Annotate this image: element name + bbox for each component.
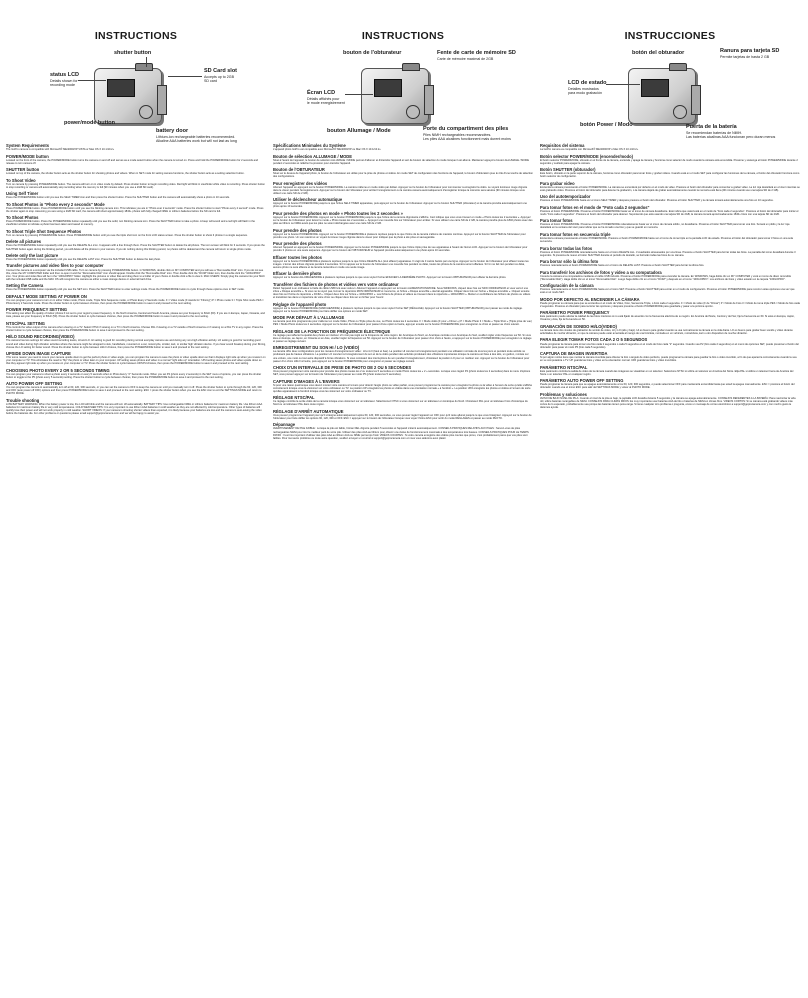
- paragraph-text: Press the POWER/MODE button until you see the SELF TIMER icon and then press the shutter button. Press the SHUTTER button and the camera will automatically shoot a photo in 10 seconds.: [6, 196, 230, 200]
- paragraph-heading: RÉGLAGE DE LA FONCTION DE FRÉQUENCE ÉLECTRIQUE: [273, 328, 391, 334]
- paragraph-heading: CHOOSING PHOTO EVERY 2 OR 5 SECONDS TIMING: [6, 367, 110, 373]
- callout-battery-sub: Piles NiMH rechargeables recommandées. Les piles AAA alcalines fonctionnent mais durent moins: [423, 132, 511, 141]
- instructions-body: [540, 144, 800, 409]
- paragraph-text: Puede programar la cámara para que se apague automáticamente a los 60, 120, 300 segundos, o puede seleccionar OFF para mantenerla encendida hasta que usted la apague manualmente. ESC = presione el botón del obturador cuando vea el ícono ESC para salir del SETTINGS MODE y volver al PHOTO MODE.: [540, 383, 795, 390]
- paragraph-heading: Bouton de sélection ALLUMAGE / MODE: [273, 153, 352, 159]
- instruction-paragraph: [6, 382, 266, 395]
- paragraph-text: Appuyez sur le bouton POWER/MODE. Appuyez sur le bouton POWER/MODE à plusieurs reprises jusqu'à ce que l'icône de la caméra s'allume de manière continue. Appuyez sur le bouton SHUTTER de l'obturateur pour prendre une photo. Un son retentit et un voyant lumineux rouge clignote dans le viseur pour indiquer que la photo a été prise et sauvegardée.: [273, 232, 526, 239]
- instruction-paragraph: [6, 369, 266, 379]
- instructions-body: [273, 144, 533, 440]
- paragraph-heading: DEFAULT MODE SETTING AT POWER ON: [6, 293, 87, 299]
- paragraph-text: Appuyez sur le bouton POWER/MODE à plusieurs reprises jusqu'à ce que l'icône DELETE ALL (tout effacer) apparaisse. Il s'agit de 3 carrés barrés par une ligne. Appuyez sur le bouton de l'obturateur pour effacer toutes les images. L'écran des icônes clignote pendant 3 secondes. Si l'on appuie sur le bouton de l'obturateur une nouvelle fois pendant ce délai, toutes les photos de la caméra seront effacées. Si l'on ne fait rien pendant ce délai, aucune photo ne sera effacée et la caméra reviendra en mode une seule image.: [273, 259, 529, 269]
- paragraph-text: Presione reiteradamente el botón POWER/MODE hasta ver el ícono de DELETE LAST. Presione el botón SHUTTER para borrar la última foto.: [540, 264, 705, 268]
- instruction-paragraph: [540, 168, 800, 178]
- instruction-paragraph: [6, 284, 266, 291]
- callout-power: botón Power / Modo: [580, 122, 633, 128]
- paragraph-text: Situé à l'avant de l'appareil, le bouton de sélection ALLUMAGE / MODE permet d'allumer et d'éteindre l'appareil et sert de bouton de sélection du mode lorsque il est allumé. Maintenez appuyé le bouton ALLUMAGE / MODE pendant 2 secondes et relâchez la pression pour éteindre l'appareil.: [273, 158, 529, 165]
- instruction-paragraph: [6, 254, 266, 261]
- instruction-paragraph: [540, 195, 800, 202]
- paragraph-heading: PARÁMETRO POWER FREQUENCY: [540, 310, 610, 316]
- paragraph-text: Presione el botón POWER/MODE. Presione el botón POWER/MODE hasta ver el ícono de cámara destellante. Esto indica que usted está en el modo de "Foto cada 2 segundos". Presione el botón del obturador para iniciar el modo "Foto cada 2 segundos". Presione el botón del obturador para detener. Suponiendo que está usando una tarjeta SD de 2GB, la cámara tomará aproximadamente 1840+ fotos con una tarjeta SD de 2GB.: [540, 209, 799, 216]
- paragraph-text: The GoPro camera is compatible with Microsoft® ME/2000/XP VISTA or Mac OS X 10.1/10.2+: [6, 148, 115, 152]
- paragraph-heading: Effacer toutes les photos: [273, 254, 322, 260]
- shutter-button-illustration: [402, 63, 420, 71]
- paragraph-text: Conecte la cámara a la computadora mediante el cable USB incluido. Presione el botón POWER/MODE para encender la cámara. En WINDOWS, haga doble clic en MY COMPUTER y verá un ícono de disco removible ("Removable Disk"). Haga doble clic en el ícono "Removable Disk". Luego haga doble clic en el ícono "DCIM" y después en el ícono "100GOPRO". Los archivos de fotos y video estarán en la carpeta "100GOPRO".: [540, 274, 792, 281]
- instruction-paragraph: [6, 264, 266, 280]
- instruction-paragraph: [6, 240, 266, 250]
- camera-illustration: [361, 68, 429, 124]
- instruction-paragraph: [273, 316, 533, 326]
- paragraph-heading: Transfer pictures and video files to your computer: [6, 263, 104, 269]
- paragraph-heading: Problemas y soluciones: [540, 391, 587, 397]
- paragraph-heading: Pour prendre des photos: [273, 227, 322, 233]
- instruction-paragraph: [273, 303, 533, 313]
- paragraph-text: You can program your camera to shoot a photo every 2 seconds or every 5 seconds when in Photo Every "2" Seconds mode. When you set P2 (photo every 2 seconds) in the SET menu of options, you can press the shutter button to toggle to the P5 (photo every 5 seconds) setting. Press the shutter button to cycle between choices, then press the POWER/MODE button to save it and proceed to the next setting.: [6, 372, 262, 379]
- instruction-paragraph: [6, 230, 266, 237]
- paragraph-heading: Réglage de l'appareil photo: [273, 301, 327, 307]
- instruction-paragraph: [6, 192, 266, 199]
- paragraph-heading: PARÁMETRO AUTO POWER OFF SETTING: [540, 378, 624, 384]
- instruction-paragraph: [6, 322, 266, 332]
- paragraph-heading: Delete only the last picture: [6, 252, 59, 258]
- paragraph-heading: Para tomar fotos en el modo de "Foto cada 2 segundos": [540, 204, 650, 210]
- paragraph-text: Si por algún motivo tiene que montar la cámara invertida para obtener la foto o ángulo de video perfecto, puede programar la cámara para guardar la foto o video invertido, a fin de que aparezca correctamente cuando la vea en su computadora o TV. UP guarda las fotos y video en la orientación normal. UPd guarda las fotos y video invertidos.: [540, 356, 797, 363]
- instruction-paragraph: [273, 256, 533, 269]
- callout-power: bouton Allumage / Mode: [327, 128, 391, 134]
- instruction-paragraph: [6, 179, 266, 189]
- callout-status-lcd-sub: Details shown for recording mode: [50, 78, 78, 87]
- instruction-paragraph: [6, 295, 266, 305]
- paragraph-text: Puede programar la cámara para tomar una foto cada 2 segundos o cada 5 segundos en el modo de Foto cada "2" segundos. Cuando vea P2 (foto cada 2 segundos) en el menú de opciones SET, puede presionar el botón del obturador para pasar el modo P5 (foto cada 5 segundos).: [540, 342, 799, 349]
- paragraph-heading: Para tomar fotos en secuencia triple: [540, 231, 611, 237]
- paragraph-text: Press the POWER/MODE button repeatedly until you see the DELETE LAST icon. Press the SHUTTER button to delete the last photo.: [6, 258, 161, 262]
- status-lcd-illustration: [107, 79, 135, 97]
- paragraph-text: Allumez l'appareil en appuyant sur le bouton POWER/MODE. Appuyez sur le bouton POWER/MODE jusqu'à ce que l'icône triple prise de vue apparaisse à l'avant de l'écran LCD. Appuyez sur le bouton de l'obturateur pour prendre 3 photos en une seule séquence. Appuyez sur le bouton de l'OBTURATEUR et l'appareil prendra automatiquement une photo après 10 secondes.: [273, 246, 528, 253]
- status-lcd-illustration: [374, 79, 402, 97]
- paragraph-text: LOW BATTERY WARNING: When the battery power is low, the LCD will blink and the camera will turn off automatically. BATTERY TIPS: Use rechargeable NiMH or Lithium batteries for maximum battery life. Use lithium AAA batteries for maximum battery life in very cold temperatures. COLD WEATHER TIPS: It is very important to use lithium AAA batteries in cold weather as they are not affected by cold temperature. Other types of batteries will quickly lose their power and will not work properly in cold weather. SHORT VIDEOS: If your camera is shooting shorter videos than expected, it is likely because your batteries are low and the camera is auto-saving the video before the batteries die. For other problems or questions please email support@goprocamera.com and we will be happy to assist you.: [6, 402, 263, 416]
- instruction-paragraph: [540, 379, 800, 389]
- instruction-paragraph: [273, 330, 533, 343]
- shutter-button-illustration: [135, 63, 153, 71]
- paragraph-text: Turn on camera by pressing POWER/MODE button. Press POWER/MODE button until you see the triple shot icon on the front LCD status screen. Press the shutter button to shoot 3 photos in a single sequence.: [6, 233, 248, 237]
- paragraph-heading: HI/LO SOUND RECORDING(VIDEO): [6, 334, 75, 340]
- callout-status-lcd: [307, 90, 345, 106]
- paragraph-heading: UPSIDE DOWN IMAGE CAPTURE: [6, 351, 71, 357]
- paragraph-text: Presione el botón POWER/MODE reiteradamente hasta ver el ícono DELETE ALL. 3 cuadrados atravesados por una línea. Presione el botón SHUTTER para borrar todas las fotos. La pantalla del ícono destellará durante 3 segundos. Si presiona de nuevo el botón SHUTTER durante el periodo de destello, se borrarán todas las fotos de su cámara.: [540, 250, 796, 257]
- paragraph-text: Appuyez sur le bouton POWER/MODE jusqu'à ce que l'icône SELF TIMER apparaisse, puis appuyez sur le bouton de l'obturateur. Appuyez sur le bouton SHUTTER (obturateur) et la caméra prendra automatiquement une photo après 10 secondes.: [273, 202, 527, 209]
- callout-battery: [423, 126, 511, 142]
- paragraph-text: L'appareil photo GoPro est compatible avec Microsoft® ME/2000/XP ou Mac OS X 10.1/10.2+: [273, 148, 381, 152]
- paragraph-heading: RÉGLAGE NTSC/PAL: [273, 395, 315, 401]
- paragraph-heading: PARA ELEGIR TOMAR FOTOS CADA 2 O 5 SEGUNDOS: [540, 337, 648, 343]
- paragraph-heading: Para borrar todas las fotos: [540, 245, 593, 251]
- callout-status-lcd: [568, 80, 607, 96]
- paragraph-text: If for some reason you need to mount your camera upside down to get the perfect photo or video angle, you can program the camera to save the photo or video upside down so that it displays right side up when you review it on your computer or TV. This eliminates the need to "flip" the photo or video later on your computer. UP setting saves photos and video in a normal "right side up" orientation. UPd setting saves photos and video upside down so that they appear right side up when you review on your computer or TV. Press the shutter button to cycle between UP/UPd choices, then press the POWER/MODE button to save it and proceed to the next setting.: [6, 356, 266, 366]
- instruction-paragraph: [273, 198, 533, 208]
- callout-sd-slot-label: SD Card slot: [204, 68, 238, 74]
- leader-line: [168, 76, 202, 77]
- paragraph-text: Vous pouvez programmer l'appareil pour qu'il s'éteigne automatiquement après 60, 120, 300 secondes, ou vous pouvez régler l'appareil sur OFF pour qu'il reste allumé jusqu'à ce que vous l'éteigniez. Appuyez sur le bouton de l'obturateur pour faire défiler les options 60, 120, 300 et OFF. ESC = appuyez sur le bouton de l'obturateur lorsque vous voyez l'icône ESC pour sortir du mode RÉGLAGES et passer au mode PHOTO.: [273, 413, 532, 420]
- column-title: INSTRUCCIONES: [624, 30, 716, 42]
- instruction-paragraph: [540, 352, 800, 362]
- instructions-body: [6, 144, 266, 415]
- paragraph-heading: CHOIX D'UN INTERVALLE DE PRISE DE PHOTO DE 2 OU 5 SECONDES: [273, 365, 412, 371]
- paragraph-heading: MODE PAR DÉFAUT À L'ALLUMAGE: [273, 315, 345, 321]
- paragraph-heading: Spécifications Minimales du Système: [273, 143, 346, 148]
- paragraph-text: La caméra peut être programmée pour s'allumer en mode Vidéo, Photo ou Triple prise de vue, ou Photo toutes les 2 secondes. F = Mode vidéo (F pour « Filmer ») P = Mode Photo 3 = Mode « Triple Shot » (Triple prise de vue) PES = Mode Photo toutes les 2 secondes. Appuyez sur le bouton de l'obturateur pour passer d'une option à l'autre, appuyer ensuite sur le bouton POWER/MODE pour enregistrer ce choix et passer au choix suivant.: [273, 320, 532, 327]
- paragraph-text: You can program the camera to automatically turn off at 60, 120, 300 seconds, or you can set the camera to OFF to keep the camera on until you manually turn it off. Press the shutter button to cycle through the 60, 120, 300 and OFF (auto power off OFF) options and then press POWER/MODE button to save it and proceed to the next setting. ESC = press the shutter button when you see the ESC icon to exit the SETTINGS MODE and return to PHOTO MODE.: [6, 386, 262, 396]
- paragraph-text: Presione el botón POWER/MODE hasta ver el ícono SELF TIMER y después presione el botón del obturador. Presione el botón SHUTTER y la cámara tomará automáticamente una foto en 10 segundos.: [540, 199, 774, 203]
- column-english: [6, 0, 266, 998]
- instruction-paragraph: [540, 233, 800, 243]
- paragraph-heading: Requisitos del sistema: [540, 143, 585, 148]
- camera-illustration: [628, 68, 696, 124]
- paragraph-text: Press POWER/MODE button. Press POWER/MODE button until you see the blinking camera icon. This indicates you are in "Photo ever 2 seconds" mode. Press the shutter button to start "Photo every 2 second" mode. Press the shutter again to stop. Assuming you are using a 2GB SD card, the camera will shoot approximately 1840+ photos with fully charged NiMH or Lithium batteries before the SD card is full.: [6, 206, 264, 213]
- leader-line: [78, 80, 106, 81]
- paragraph-heading: SHUTTER button: [6, 167, 40, 173]
- paragraph-heading: RÉGLAGE D'ARRÊT AUTOMATIQUE: [273, 408, 344, 414]
- paragraph-text: AVERTISSEMENT DE PILE FAIBLE : Lorsque la pile est faible, l'écran DEL clignote pendant 5 secondes et l'appareil s'éteint automatiquement. CONSEILS PRATIQUES RELATIFS AUX PILES : Servez-vous de piles rechargeables NiMH pour tirer le meilleur parti de votre pile. Utilisez des piles AAA au lithium pour obtenir une durée de fonctionnement maximale à des températures très basses. CONSEILS PRATIQUES POUR LE TEMPS FROID : Il est très important d'utiliser des piles AAA au lithium AAA ou NiMH par temps froid. VIDÉOS COURTES : Si votre caméra enregistre des vidéos plus courtes que prévu, c'est probablement parce que vos piles sont faibles. Pour tout autre problème ou toute autre question, veuillez envoyer un courriel à support@goprocamera.com et nous vous aiderons avec plaisir.: [273, 427, 529, 440]
- paragraph-heading: Pour enregistrer des vidéos: [273, 180, 328, 186]
- callout-status-lcd: [50, 72, 79, 88]
- paragraph-heading: CAPTURE D'IMAGES À L'ENVERS: [273, 378, 340, 384]
- sd-slot-illustration: [691, 85, 701, 115]
- paragraph-text: You can program your camera to turn on in either Video mode, Photo mode, Triple Shot Sequence mode, or Photo Every 2 Seconds mode. F = Video mode (F stands for "Filming") P = Photo mode 3 = Triple Shot mode PES = Photo Every 2 Seconds mode. Press the shutter button to cycle between choices, then press the POWER/MODE button to save it and proceed to the next setting.: [6, 298, 264, 305]
- paragraph-heading: System Requirements: [6, 143, 50, 148]
- instruction-paragraph: [540, 271, 800, 281]
- instruction-paragraph: [540, 366, 800, 376]
- instruction-paragraph: [540, 247, 800, 257]
- paragraph-heading: Trouble shooting: [6, 397, 40, 403]
- callout-battery-label: Porte du compartiment des piles: [423, 126, 509, 132]
- paragraph-heading: Bouton de l'OBTURATEUR: [273, 167, 325, 173]
- instruction-paragraph: [540, 325, 800, 335]
- paragraph-heading: Effacer la dernière photo: [273, 271, 322, 277]
- instruction-paragraph: [273, 410, 533, 420]
- power-button-illustration: [139, 105, 153, 119]
- paragraph-heading: PARÁMETRO NTSC/PAL: [540, 364, 588, 370]
- instruction-paragraph: [273, 396, 533, 406]
- paragraph-text: Ce réglage peut affecter la qualité des photos en intérieur s'il n'est pas réglé sur la fréquence de votre région. En Amérique du Nord, en Amérique centrale et en Amérique du Sud, veuillez régler votre fréquence sur 60. Si vous êtes en Europe, au Japon, en Océanie et en Asie, veuillez régler la fréquence sur 50. Appuyez sur le bouton de l'obturateur pour passer d'un choix à l'autre, et appuyez sur le bouton POWER/MODE pour enregistrer ce réglage et passer au réglage suivant.: [273, 333, 532, 343]
- power-button-illustration: [673, 105, 687, 119]
- instruction-paragraph: [540, 182, 800, 192]
- paragraph-text: Appuyez sur le bouton ALLUMAGE/MODE à plusieurs reprises jusqu'à ce que vous voyiez l'icône EFFACER LA DERNIÈRE PHOTO. Appuyez sur le bouton OBTURATEUR pour effacer la dernière photo.: [273, 276, 507, 280]
- paragraph-text: Allumez l'appareil en appuyant sur le bouton POWER/MODE. La caméra s'allume en mode vidéo par défaut. Appuyez sur le bouton de l'obturateur pour commencer à enregistrer la vidéo. Le voyant lumineux rouge clignote dans le viseur pendant l'enregistrement. Appuyez sur le bouton de l'obturateur pour arrêter l'enregistrement ou la caméra cessera automatiquement d'enregistrer lorsque la mémoire sera saturée (90 minutes lorsque vous utilisez une carte SD de 2 GB).: [273, 185, 528, 195]
- paragraph-text: Located on the front of the camera, the POWER/MODE button turns the camera on and off and serves as a mode select button when the camera is turned on. Press and hold the POWER/MODE button for 2 seconds and release to turn camera off.: [6, 158, 258, 165]
- paragraph-text: Si pour une raison quelconque vous devez monter votre caméra à l'envers pour obtenir l'angle photo ou vidéo parfait, vous pouvez programmer la caméra pour enregistrer la photo ou la vidéo à l'envers de sorte qu'elle s'affiche correctement lorsque vous la visionnez sur votre ordinateur ou TV. La position UP enregistre les photos et vidéos dans une orientation normale « à l'endroit ». La position UPd enregistre les photos et vidéos à l'envers de sorte qu'elles apparaissent à l'endroit lorsque vous les visionnez sur votre ordinateur ou TV.: [273, 383, 533, 393]
- sd-slot-illustration: [424, 85, 434, 115]
- callout-status-lcd-label: status LCD: [50, 72, 80, 78]
- paragraph-heading: GRABACIÓN DE SONIDO HI/LO(VIDEO): [540, 323, 617, 329]
- callout-battery: [156, 128, 237, 144]
- callout-sd-slot: [437, 50, 516, 61]
- camera-diagram: [6, 44, 266, 144]
- paragraph-text: The camera has two settings for video sound recording levels, HI and LO. HI setting is good for recording during normal everyday camera use and during any non-high vibration activity. LO setting is good for recording good sound and video during high vibration activities where the camera might be strapped to skis, handlebars, mounted on a car, motorcycle, stroller, kart, or similar high vibration device. If you hear sound breakup during your filming, choose the LO setting for better sound. Press the shutter button to cycle between HI/LO choices, then press the POWER/MODE button to save it and proceed to the next setting.: [6, 339, 266, 349]
- instruction-paragraph: [273, 346, 533, 362]
- instruction-paragraph: [6, 308, 266, 318]
- callout-power: power/mode button: [64, 120, 116, 126]
- paragraph-heading: Uso del autotemporizador: [540, 194, 591, 200]
- sd-slot-illustration: [157, 85, 167, 115]
- instruction-paragraph: [6, 203, 266, 213]
- paragraph-text: This controls the video output of the camera when viewing on a TV. Select NTSC if viewing on a TV in North America. Choose PAL if viewing on a TV outside of North America or if viewing on a PAL TV in any region. Press the shutter button to cycle between choices, then press the POWER/MODE button to save it and proceed to the next setting.: [6, 325, 264, 332]
- instruction-paragraph: [540, 206, 800, 216]
- paragraph-text: Vous pouvez programmer votre caméra pour prendre des photos toutes les 2 ou toutes les 5 secondes en mode Photo toutes les « 2 » secondes. Lorsque vous réglez P2 (photo toutes les 2 secondes) dans le menu d'options SET, vous pouvez appuyer sur le bouton de l'obturateur pour passer au mode P5 (photo toutes les 5 secondes).: [273, 370, 531, 377]
- paragraph-text: Press POWER/MODE button. Press the POWER/MODE button repeatedly until you see the solid, non blinking camera icon. Press the SHUTTER button to take a photo. A beep will sound and a red light will flash in the viewfinder window to indicate a photo has been taken and saved to memory.: [6, 220, 255, 227]
- power-button-illustration: [406, 105, 420, 119]
- paragraph-heading: Setting the Camera: [6, 283, 44, 289]
- status-lcd-illustration: [641, 79, 669, 97]
- paragraph-heading: Delete all pictures: [6, 239, 42, 245]
- paragraph-heading: Para borrar sólo la última foto: [540, 259, 599, 265]
- instruction-paragraph: [540, 338, 800, 348]
- paragraph-text: La caméra offre deux configurations pour les niveaux d'enregistrement vidéo : HI et LO (haut et bas). La position HI convient à l'enregistrement pendant une utilisation normale de tous les jours et pendant toute activité ne produisant pas de hautes vibrations. La position LO convient à l'enregistrement du son et de la vidéo pendant des activités produisant des vibrations importantes lorsque la caméra est fixée à des skis, un guidon, montée sur une voiture, une moto ou tout autre dispositif à fortes vibrations. Si vous constatez des interruptions de son pendant l'enregistrement, choisissez la position LO pour un meilleur son. Appuyez sur le bouton de l'obturateur pour passer d'un choix HI/LO à l'autre, puis appuyez sur le bouton POWER/MODE pour enregistrer et passer au réglage suivant.: [273, 350, 530, 363]
- leader-line: [146, 57, 148, 67]
- paragraph-heading: Dépannage: [273, 422, 296, 428]
- callout-shutter: bouton de l'obturateur: [343, 50, 402, 56]
- instruction-paragraph: [540, 284, 800, 294]
- instruction-paragraph: [273, 272, 533, 279]
- instruction-paragraph: [273, 242, 533, 252]
- callout-sd-slot-sub: Accepts up to 2GB SD card: [204, 74, 234, 83]
- camera-diagram: [540, 44, 800, 144]
- paragraph-text: AVISO DE BAJO NIVEL DE PILA: Cuando el nivel de la pila es bajo, la pantalla LCD destella durante 5 segundos y la cámara se apaga automáticamente. CONSEJOS REFERENTES A LA BATERÍA: Para maximizar la vida útil, utilice baterías recargables de NiMH. CONSEJOS PARA CLIMAS FRÍOS: Es muy importante usar baterías AAA de litio o baterías de NiMH en climas fríos. VIDEOS CORTOS: Si su cámara está grabando videos más cortos de lo esperado, probablemente sea porque las baterías tienen poca carga. Si tiene cualquier otro problema o pregunta, envíe un mensaje de correo electrónico a support@goprocamera.com y con mucho gusto le daremos ayuda.: [540, 396, 796, 410]
- camera-illustration: [94, 68, 162, 124]
- shutter-button-illustration: [669, 63, 687, 71]
- paragraph-heading: Para grabar video: [540, 180, 575, 186]
- callout-battery-sub: Se recomiendan baterías de NiMH. Las baterías alcalinas AAA funcionan pero duran menos: [686, 130, 776, 139]
- paragraph-text: Este botón, ubicado en la parte superior de la cámara, funciona como obturador para tomar fotos y grabar videos. Cuando está en el modo SET para configurar las funciones de la cámara, el botón del obturador funciona como botón selector de configuración.: [540, 172, 800, 179]
- paragraph-heading: To Shoot Video: [6, 177, 36, 183]
- instruction-paragraph: [540, 219, 800, 229]
- paragraph-heading: Para transferir los archivos de fotos y video a su computadora: [540, 269, 662, 275]
- paragraph-text: Located on top of the camera, the shutter button acts as the shutter button for shooting photos and videos. When in SET mode for setting camera functions, the shutter button acts as a setting selection button.: [6, 172, 245, 176]
- paragraph-text: Reliez l'appareil à un ordinateur à l'aide du câble USB livré avec celui-ci. Allumez l'appareil en appuyant sur le bouton ALIMENTATION/MODE. Sous WINDOWS, cliquez deux fois sur MON ORDINATEUR et vous verrez une icône « Disque amovible ». Si vous ne la voyez pas, fermez le répertoire MON ORDINATEUR et rouvrez-le, et l'icône « Disque amovible » devrait apparaître. Cliquez deux fois sur l'icône « Disque amovible ». Cliquez ensuite deux fois sur l'icône du répertoire « DCIM ». Cliquez deux fois sur l'icône « 100GOPRO ». Les fichiers de photos et vidéos se trouvent dans le répertoire « 100GOPRO ». Mettez en surbrillance les fichiers de photos ou vidéos et transférez-les dans un répertoire de votre choix ou cliquez deux fois sur un fichier pour l'ouvrir.: [273, 286, 531, 300]
- instruction-paragraph: [540, 298, 800, 308]
- paragraph-text: Ce réglage contrôle la sortie vidéo de la caméra lorsque vous visionnez sur un téléviseur. Sélectionnez NTSC si vous visionnez sur un téléviseur en Amérique du Nord. Choisissez PAL pour un téléviseur hors d'Amérique du Nord ou un téléviseur PAL dans toute région.: [273, 400, 528, 407]
- paragraph-text: Este parámetro puede afectar la calidad de las fotos interiores si no está fijado de acuerdo con la frecuencia eléctrica de su región. En América del Norte, Central y del Sur, fije la frecuencia en 60. Si está en Europa, Japón, Oceanía y Asia, fije la frecuencia en 50.: [540, 315, 795, 322]
- instruction-paragraph: [273, 144, 533, 151]
- paragraph-heading: AUTO POWER OFF SETTING: [6, 381, 63, 387]
- paragraph-text: Puede programar su cámara para que se encienda en el modo de Video, Foto, Secuencia Triple, o Foto cada 2 segundos. F = Modo de video (F de "Filmar") P = Modo de Foto 3 = Modo de toma triple PES = Modo de foto cada 2 segundos. Presione el obturador para recorrer las opciones y después presione el botón POWER/MODE para guardarla y pasar a la próxima opción.: [540, 301, 800, 308]
- paragraph-heading: Botón selector POWER/MODE (encender/modo): [540, 153, 634, 159]
- paragraph-heading: Configuración de la cámara: [540, 283, 594, 289]
- callout-sd-slot: [204, 68, 237, 84]
- callout-battery-label: Puerta de la batería: [686, 124, 737, 130]
- callout-sd-slot-sub: Permite tarjetas de hasta 2 GB: [720, 54, 770, 59]
- instruction-paragraph: [273, 423, 533, 439]
- paragraph-heading: NTSC/PAL SETTING: [6, 320, 45, 326]
- instruction-paragraph: [6, 352, 266, 365]
- paragraph-text: La GoPro camera es compatible con Microsoft® ME/2000/XP o Mac OS X 10.1/10.2+: [540, 148, 639, 152]
- callout-battery: [686, 124, 775, 140]
- paragraph-heading: To Shoot Photos: [6, 215, 39, 221]
- instruction-paragraph: [6, 399, 266, 415]
- instruction-paragraph: [6, 155, 266, 165]
- callout-battery-label: battery door: [156, 128, 189, 134]
- paragraph-heading: Pour prendre des photos: [273, 241, 322, 247]
- instruction-paragraph: [6, 168, 266, 175]
- paragraph-text: Este parámetro controla la salida de video de la cámara cuando las imágenes se visualizan en un televisor. Seleccione NTSC si utiliza un televisor en América del Norte. Elija PAL si utiliza un televisor fuera de América del Norte o un televisor PAL en cualquier región.: [540, 369, 794, 376]
- paragraph-heading: Botón SHUTTER (obturador): [540, 167, 596, 173]
- paragraph-text: Appuyez sur le bouton POWER/MODE (MARCHE/MODE) à plusieurs reprises jusqu'à ce que vous voyiez l'icône SET (RÉGLAGE). Appuyez sur le bouton SHUTTER (OBTURATEUR) pour passer au mode de réglage. Appuyez sur le bouton POWER/MODE pour faire défiler ces options en mode SET.: [273, 306, 523, 313]
- paragraph-heading: MODO POR DEFECTO AL ENCENDER LA CÁMARA: [540, 296, 640, 302]
- paragraph-text: Encienda la cámara presionando el botón POWER/MODE. Presione el botón POWER/MODE hasta ver el ícono de toma triple en la pantalla LCD de estado. Presione el botón del obturador para tomar 3 fotos en una sola secuencia.: [540, 236, 793, 244]
- paragraph-text: Situé sur le dessus de l'appareil photo, le bouton de l'obturateur est utilisé pour la prise de photos et vidéos. En mode SET de configuration des fonctions de l'appareil, le bouton d'obturation joue le rôle d'une touche de sélection des configurations.: [273, 172, 533, 179]
- instruction-paragraph: [273, 155, 533, 165]
- leader-line: [345, 94, 373, 95]
- paragraph-heading: ENREGISTREMENT DU SON HI / LO (VIDÉO): [273, 345, 360, 351]
- instruction-paragraph: [540, 393, 800, 409]
- paragraph-text: Connect the camera to a computer via the included USB cable. Turn on camera by pressing POWER/MODE button. In WINDOWS, double click on MY COMPUTER and you will see a "Removable Disk" icon. If you do not see this, close the MY COMPUTER folder and then re-open it and the "Removable Disk" icon should appear. Double click the "Removable Disk" icon. Then double click the "DCIM" folder icon, then double click the "100GOPRO" icon. Your photo and video files will be in the "100GOPRO" folder. Highlight the pictures or video files and drag them to a folder of your choice or double click a file to view it. MAC USERS: Simply plug the camera into your MAC with the included USB cable and the MAC OS will recognize the camera as either a mass storage device or external hard drive.: [6, 268, 265, 281]
- instruction-paragraph: [540, 144, 800, 151]
- paragraph-heading: Using Self Timer: [6, 191, 39, 197]
- paragraph-heading: To Shoot Triple Shot Sequence Photos: [6, 228, 82, 234]
- callout-status-lcd-label: LCD de estado: [568, 80, 607, 86]
- column-spanish: [540, 0, 800, 998]
- paragraph-heading: POWER/MODE button: [6, 153, 49, 159]
- instruction-paragraph: [273, 283, 533, 299]
- paragraph-text: El botón selector POWER/MODE, ubicado en el frente de la cámara, enciende y apaga la cámara y funciona como selector de modo cuando la cámara está encendida. Presione y sostenga el botón POWER/MODE durante 2 segundos y suéltelo para apagar la cámara.: [540, 158, 798, 165]
- instruction-paragraph: [273, 229, 533, 239]
- paragraph-heading: POWER FREQUENCY SETTING: [6, 307, 68, 313]
- paragraph-heading: Utiliser le déclencheur automatique: [273, 197, 343, 203]
- column-title: INSTRUCTIONS: [94, 30, 178, 42]
- instruction-paragraph: [540, 260, 800, 267]
- callout-battery-sub: Lithium-ion rechargeable batteries recommended. Alkaline AAA batteries work but will not last as long: [156, 134, 237, 143]
- callout-sd-slot: [720, 48, 779, 59]
- column-french: [273, 0, 533, 998]
- paragraph-text: Press the POWER/MODE button repeatedly until you see the DELETE ALL icon. It appears with a line through them. Press the SHUTTER button to delete the all photos. The icon screen will blink for 3 seconds. If you press the SHUTTER button again during the blinking period, you will delete all the photos in your camera. If you do nothing during this blinking period, no photos will be deleted and the camera will return to single photo mode.: [6, 244, 265, 251]
- instruction-paragraph: [540, 155, 800, 165]
- paragraph-heading: To Shoot Photos in "Photo every 2 seconds" Mode: [6, 201, 105, 207]
- instruction-paragraph: [273, 168, 533, 178]
- camera-diagram: [273, 44, 533, 144]
- callout-shutter: shutter button: [114, 50, 152, 56]
- instruction-paragraph: [273, 212, 533, 225]
- callout-sd-slot-sub: Carte de mémoire maximal de 2GB: [437, 56, 494, 61]
- instruction-paragraph: [273, 366, 533, 376]
- paragraph-heading: Para tomar fotos: [540, 218, 573, 224]
- paragraph-heading: Pour prendre des photos en mode « Photo toutes les 2 secondes »: [273, 210, 403, 216]
- instruction-paragraph: [6, 216, 266, 226]
- instruction-paragraph: [540, 311, 800, 321]
- paragraph-text: Presione reiteradamente el botón POWER/MODE hasta ver el ícono SET. Presione el botón SHUTTER para entrar en el modo de configuración. Presione el botón POWER/MODE para recorrer estas opciones una vez que esté en el modo SET.: [540, 288, 795, 295]
- paragraph-heading: CAPTURA DE IMAGEN INVERTIDA: [540, 351, 608, 357]
- paragraph-text: Presione el botón POWER/MODE. Presione el botón POWER/MODE reiteradamente hasta ver el ícono de cámara sólido, no destellante. Presione el botón SHUTTER para tomar una foto. Sonará un pitido y la luz roja destellará en la ventana del visor para indicar que se ha tomado una foto y que se guardó en memoria.: [540, 223, 790, 230]
- callout-shutter: botón del obturador: [632, 50, 685, 56]
- instruction-paragraph: [273, 380, 533, 393]
- paragraph-text: Encienda la cámara presionando el botón POWER/MODE. La cámara se encenderá por defecto en el modo de video. Presione el botón del obturador para comenzar a grabar video. La luz roja destellará en el visor mientras se esté grabando video. Presione el botón del obturador para detener la grabación, o la cámara dejará de grabar automáticamente cuando la memoria esté llena (90 minutos cuando use una tarjeta SD de 2 GB).: [540, 185, 800, 192]
- callout-status-lcd-sub: Détails affichés pour le mode enregistrement: [307, 96, 345, 105]
- paragraph-text: Press the POWER/MODE button repeatedly until you see the SET icon. Press the SHUTTER button to enter settings mode. Press the POWER/MODE button to cycle through these options once in SET mode.: [6, 288, 245, 292]
- paragraph-heading: Transférer des fichiers de photos et vidéos vers votre ordinateur: [273, 281, 399, 287]
- instruction-paragraph: [6, 335, 266, 348]
- leader-line: [606, 84, 640, 85]
- paragraph-text: This setting can affect the quality of indoor photos if not set to your region's power frequency. In the North America, Central and South America, please set your frequency to 60Hz (60). If you are in Europe, Japan, Oceania, and Asia, please set your frequency to 50Hz (50). Press the shutter button to cycle between choices, then press the POWER/MODE button to save it and proceed to the next setting.: [6, 312, 265, 319]
- column-title: INSTRUCTIONS: [361, 30, 445, 42]
- callout-sd-slot-label: Fente de carte de mémoire SD: [437, 50, 516, 56]
- callout-status-lcd-label: Écran LCD: [307, 90, 336, 96]
- callout-sd-slot-label: Ranura para tarjeta SD: [720, 48, 780, 54]
- paragraph-text: Appuyez sur le bouton POWER/MODE. Appuyez sur le bouton POWER/MODE jusqu'à ce que l'icône de la caméra clignotante s'affiche. Ceci indique que vous vous trouvez en mode « Photo toutes les 2 secondes ». Appuyez sur le bouton de l'obturateur pour lancer le mode « Photo toutes les 2 secondes ». Appuyez une nouvelle fois sur l'obturateur pour arrêter. Si vous utilisez une carte SD de 2 GB, la caméra prendra plus de 1840 photos avec des piles au lithium ou NiMH avant que les piles ne soient déchargées avec une carte SD de 2 GB.: [273, 215, 533, 226]
- paragraph-text: La cámara tiene dos niveles de grabación de sonido de video, HI y LO (alto y bajo). HI es bueno para grabar cuando se usa normalmente la cámara en la vida diaria. LO es bueno para grabar buen sonido y video durante actividades de mucha vibración, en que la cámara puede estar amarrada al mango de una bicicleta, montada en un vehículo, motocicleta, kart u otro dispositivo de mucha vibración.: [540, 328, 793, 336]
- instruction-paragraph: [273, 182, 533, 195]
- paragraph-text: Turn on camera by pressing POWER/MODE button. The camera will turn on in video mode by default. Press shutter button to begin recording video. Red light will blink in viewfinder while video is recording. Press shutter button to stop recording or camera will automatically stop recording when the memory is full (90 minutes when you use a 2GB SD card).: [6, 182, 265, 189]
- instruction-paragraph: [6, 144, 266, 151]
- callout-status-lcd-sub: Detalles mostrados para modo grabación: [568, 86, 602, 95]
